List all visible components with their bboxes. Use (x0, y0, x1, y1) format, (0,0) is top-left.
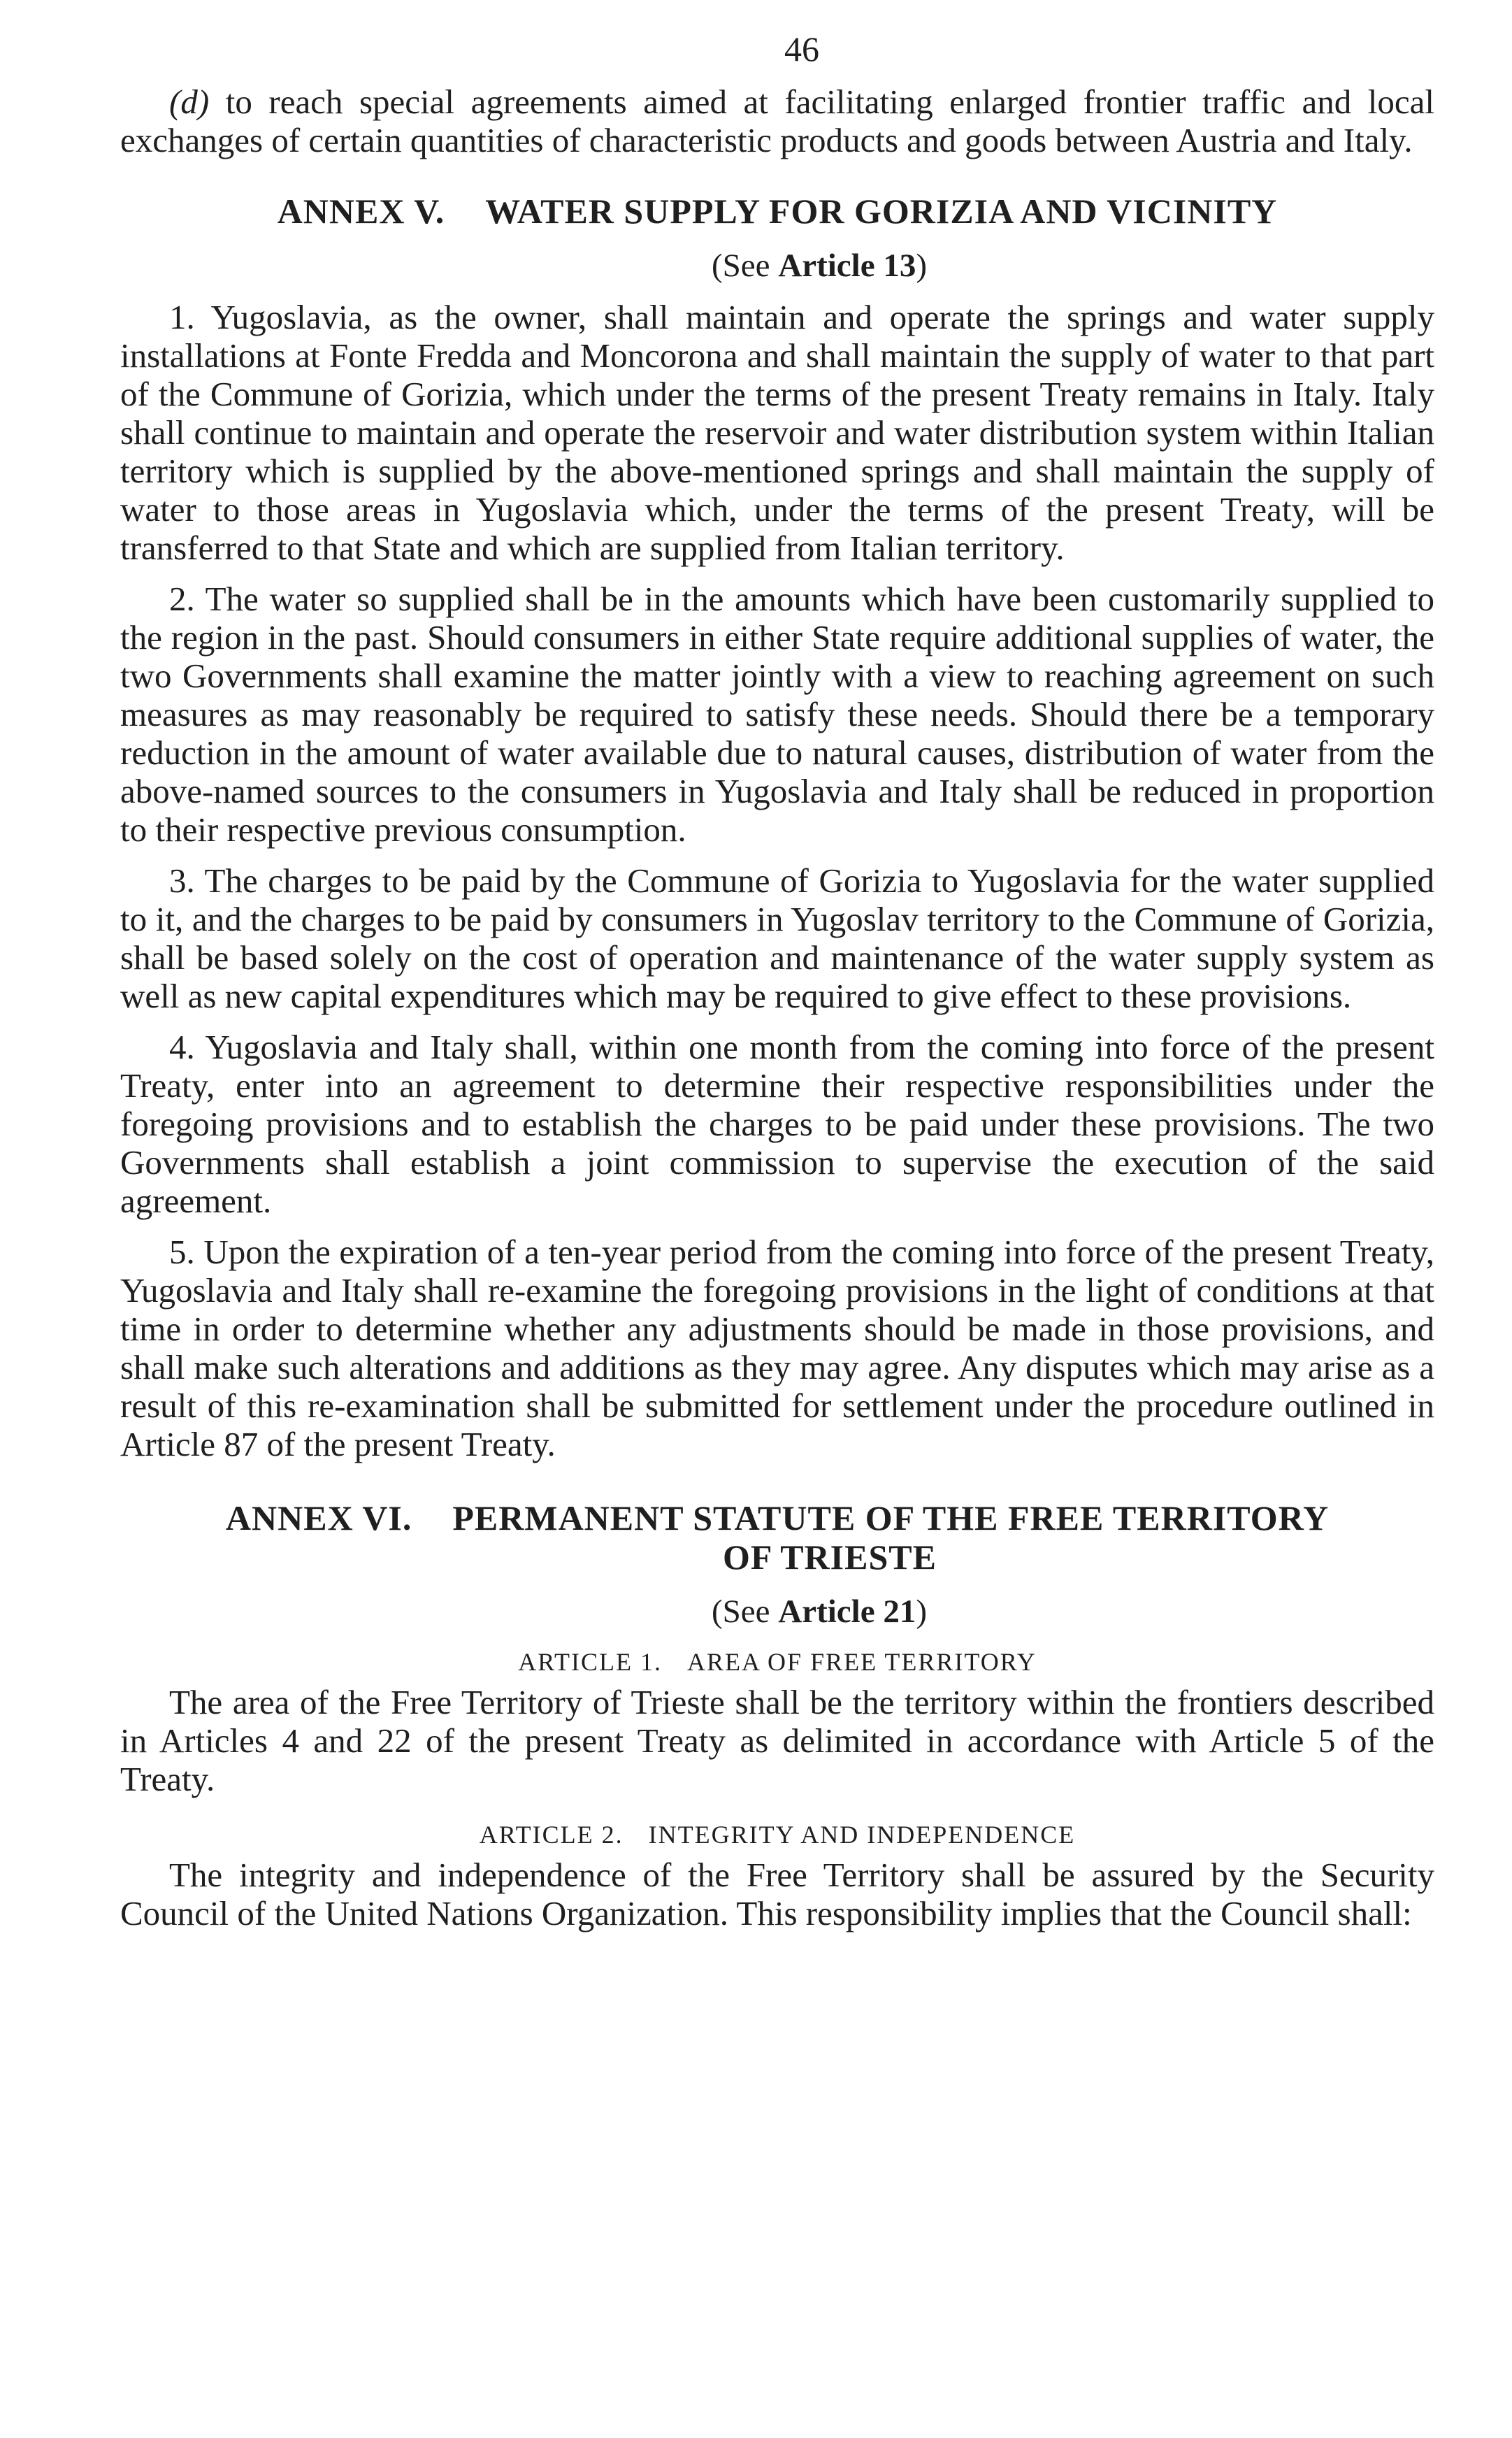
annex-vi-heading (120, 1498, 1434, 1577)
intro-text: to reach special agreements aimed at facilitating enlarged frontier traffic and local exchanges of certain quantities of characteristic products and goods between Austria and Italy. (120, 83, 1434, 159)
article-2-text: The integrity and independence of the Free Territory shall be assured by the Security Council of the United Nations Organization. This responsibility implies that the Council shall: (120, 1856, 1434, 1933)
article-2-title: INTEGRITY AND INDEPENDENCE (648, 1821, 1076, 1849)
see-prefix: (See (712, 248, 779, 284)
see-article-ref: Article 13 (778, 248, 916, 284)
page-number: 46 (784, 29, 819, 69)
intro-paragraph (120, 83, 1434, 159)
intro-label: (d) (169, 83, 210, 121)
annex-v-paragraph-1: 1. Yugoslavia, as the owner, shall maintain and operate the springs and water supply installations at Fonte Fredda and Moncorona and shall maintain the supply of water to that part of the Commune of Gorizia, which under the terms of the present Treaty remains in Italy. Italy shall continue to maintain and operate the reservoir and water distribution system within Italian territory which is supplied by the above-mentioned springs and shall maintain the supply of water to those areas in Yugoslavia which, under the terms of the present Treaty, will be transferred to that State and which are supplied from Italian territory. (120, 298, 1434, 567)
article-1-heading (120, 1647, 1434, 1677)
annex-vi-title-line-1: PERMANENT STATUTE OF THE FREE TERRITORY (452, 1498, 1330, 1537)
article-1-title: AREA OF FREE TERRITORY (687, 1648, 1037, 1676)
see-suffix: ) (916, 1593, 927, 1630)
document-page (120, 28, 1434, 1933)
annex-v-label: ANNEX V. (277, 192, 445, 231)
annex-vi-see-article (120, 1592, 1434, 1631)
see-suffix: ) (916, 248, 927, 284)
annex-vi-label: ANNEX VI. (225, 1498, 412, 1537)
see-prefix: (See (712, 1593, 779, 1630)
annex-v-title: WATER SUPPLY FOR GORIZIA AND VICINITY (485, 192, 1278, 231)
annex-v-paragraph-3: 3. The charges to be paid by the Commune of Gorizia to Yugoslavia for the water supplied to it, and the charges to be paid by consumers in Yugoslav territory to the Commune of Gorizia, shall be based solely on the cost of operation and maintenance of the water supply system as well as new capital expenditures which may be required to give effect to these provisions. (120, 861, 1434, 1015)
annex-v-paragraph-5: 5. Upon the expiration of a ten-year period from the coming into force of the present Treaty, Yugoslavia and Italy shall re-examine the foregoing provisions in the light of conditions at that time in order to determine whether any adjustments should be made in those provisions, and shall make such alterations and additions as they may agree. Any disputes which may arise as a result of this re-examination shall be submitted for settlement under the procedure outlined in Article 87 of the present Treaty. (120, 1233, 1434, 1463)
article-2-heading (120, 1819, 1434, 1850)
annex-v-paragraph-4: 4. Yugoslavia and Italy shall, within one month from the coming into force of the present Treaty, enter into an agreement to determine their respective responsibilities under the foregoing provisions and to establish the charges to be paid under these provisions. The two Governments shall establish a joint commission to supervise the execution of the said agreement. (120, 1028, 1434, 1220)
annex-v-see-article (120, 246, 1434, 285)
article-1-label: ARTICLE 1. (518, 1648, 663, 1676)
article-1-text: The area of the Free Territory of Trieste shall be the territory within the frontiers described in Articles 4 and 22 of the present Treaty as delimited in accordance with Article 5 of the Treaty. (120, 1683, 1434, 1798)
see-article-ref: Article 21 (778, 1593, 916, 1630)
annex-v-heading (120, 192, 1434, 231)
article-2-label: ARTICLE 2. (479, 1821, 624, 1849)
annex-vi-title-line-2: OF TRIESTE (723, 1537, 937, 1577)
annex-v-paragraph-2: 2. The water so supplied shall be in the amounts which have been customarily supplied to the region in the past. Should consumers in either State require additional supplies of water, the two Governments shall examine the matter jointly with a view to reaching agreement on such measures as may reasonably be required to satisfy these needs. Should there be a temporary reduction in the amount of water available due to natural causes, distribution of water from the above-named sources to the consumers in Yugoslavia and Italy shall be reduced in proportion to their respective previous consumption. (120, 580, 1434, 849)
annex-vi-heading-line-1 (120, 1498, 1434, 1537)
